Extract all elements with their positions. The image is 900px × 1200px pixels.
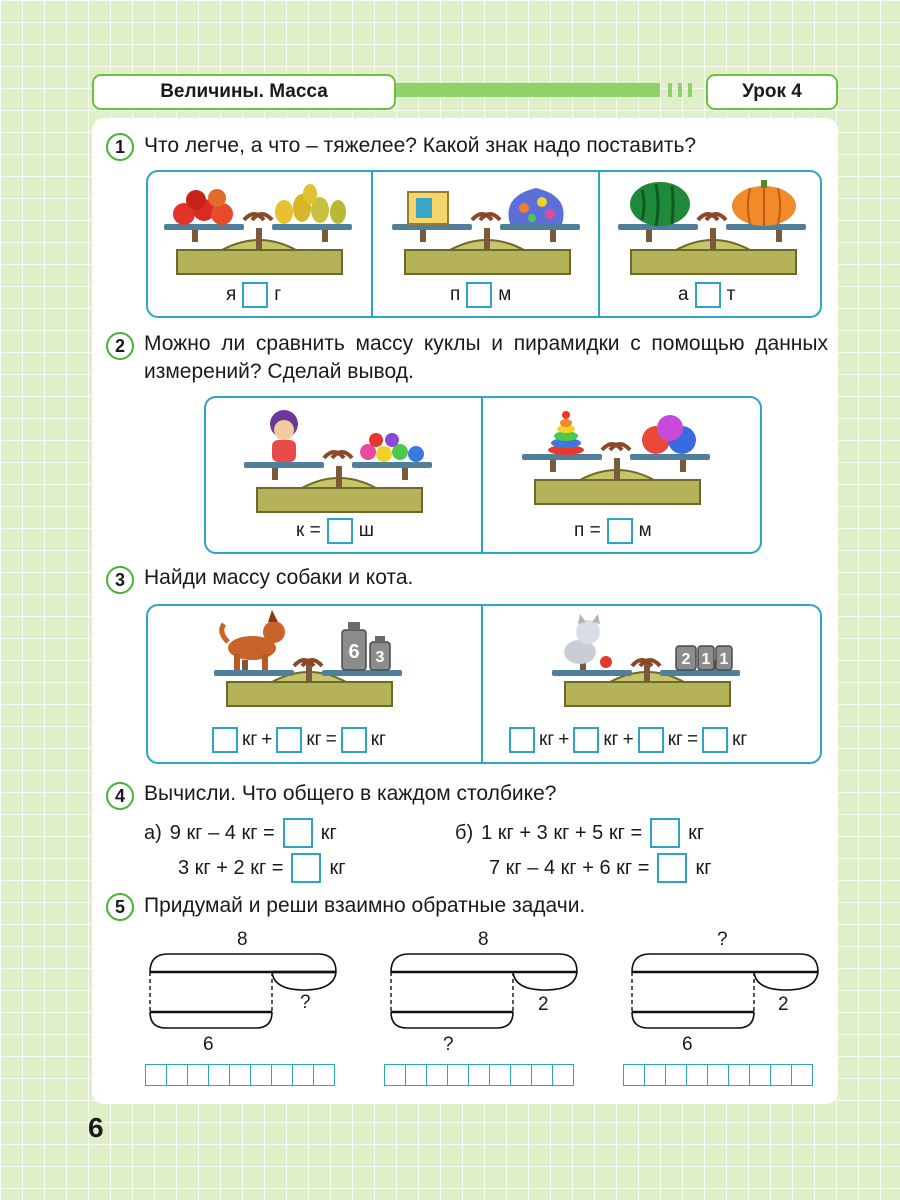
equals-sign: = (325, 729, 337, 750)
unit-label: кг (320, 821, 337, 844)
diagram-3-right: 2 (778, 994, 789, 1015)
unit-label: кг (329, 856, 346, 879)
scale-watermelon-pumpkin (616, 180, 816, 290)
header-stripe-2 (678, 83, 682, 97)
answer-box[interactable] (607, 518, 633, 544)
task-1-compare-1 (226, 282, 281, 308)
task-1-number: 1 (106, 133, 134, 161)
cat-weight-3: 1 (719, 651, 729, 668)
task-5-text: Придумай и реши взаимно обратные задачи. (144, 894, 586, 917)
answer-box[interactable] (327, 518, 353, 544)
diagram-1-bottom: 6 (203, 1034, 214, 1055)
answer-box[interactable] (283, 818, 313, 848)
task-3-divider (481, 605, 483, 763)
answer-box[interactable] (212, 727, 238, 753)
cat-weight-1: 2 (681, 651, 691, 668)
calc-a-2 (178, 853, 346, 883)
diagram-1-right: ? (300, 992, 311, 1013)
segment-diagram-1 (148, 950, 348, 1040)
diagram-2-right: 2 (538, 994, 549, 1015)
cat-weight-2: 1 (701, 651, 711, 668)
compare-left-label: я (226, 284, 237, 305)
unit-label: кг (688, 821, 705, 844)
answer-box[interactable] (242, 282, 268, 308)
answer-box[interactable] (276, 727, 302, 753)
answer-box[interactable] (650, 818, 680, 848)
expression: 1 кг + 3 кг + 5 кг = (481, 821, 643, 844)
diagram-2-bottom: ? (443, 1034, 454, 1055)
compare-right-label: м (498, 284, 512, 305)
lesson-label: Урок 4 (706, 74, 838, 110)
column-b-label: б) (455, 821, 474, 844)
task-2-compare-1 (296, 518, 374, 544)
scale-apples-pears (162, 180, 362, 290)
plus-sign: + (558, 729, 570, 750)
answer-box[interactable] (702, 727, 728, 753)
plus-sign: + (622, 729, 634, 750)
expression: 9 кг – 4 кг = (169, 821, 275, 844)
answer-box[interactable] (638, 727, 664, 753)
diagram-3-bottom: 6 (682, 1034, 693, 1055)
compare-left-label: к = (296, 520, 321, 541)
answer-box[interactable] (657, 853, 687, 883)
dog-weight-1: 6 (348, 641, 360, 663)
dog-mass-equation (212, 727, 386, 753)
compare-left-label: п (450, 284, 461, 305)
unit-label: кг (603, 729, 619, 750)
column-a-label: а) (144, 821, 162, 844)
topic-title: Величины. Масса (92, 74, 396, 110)
plus-sign: + (261, 729, 273, 750)
answer-grid-3[interactable] (624, 1064, 813, 1086)
compare-right-label: г (274, 284, 282, 305)
task-2-text: Можно ли сравнить массу куклы и пирамидки с помощью данных измерений? Сделай вывод. (144, 332, 828, 383)
calc-a-1 (144, 818, 337, 848)
page-number: 6 (88, 1112, 104, 1143)
unit-label: кг (539, 729, 555, 750)
unit-label: кг (242, 729, 258, 750)
compare-left-label: п = (574, 520, 601, 541)
segment-diagram-3 (630, 950, 830, 1040)
task-1-compare-3 (678, 282, 735, 308)
scale-pyramid-balls (520, 410, 720, 520)
task-5-number: 5 (106, 893, 134, 921)
task-2-number: 2 (106, 332, 134, 360)
scale-dog-weights (212, 612, 412, 722)
compare-right-label: ш (358, 520, 374, 541)
unit-label: кг (732, 729, 748, 750)
answer-box[interactable] (341, 727, 367, 753)
task-1-divider-1 (371, 171, 373, 317)
calc-b-2 (489, 853, 712, 883)
unit-label: кг (695, 856, 712, 879)
task-4-text: Вычисли. Что общего в каждом столбике? (144, 782, 557, 805)
answer-box[interactable] (291, 853, 321, 883)
diagram-3-top: ? (717, 929, 728, 950)
answer-box[interactable] (466, 282, 492, 308)
diagram-2-top: 8 (478, 929, 489, 950)
answer-box[interactable] (573, 727, 599, 753)
expression: 3 кг + 2 кг = (178, 856, 284, 879)
unit-label: кг (667, 729, 683, 750)
diagram-1-top: 8 (237, 929, 248, 950)
compare-left-label: а (678, 284, 689, 305)
header-stripe-bar (396, 83, 660, 97)
segment-diagram-2 (389, 950, 589, 1040)
task-4-number: 4 (106, 782, 134, 810)
calc-b-1 (455, 818, 704, 848)
header-stripe-3 (688, 83, 692, 97)
task-1-compare-2 (450, 282, 511, 308)
header-stripe-1 (668, 83, 672, 97)
answer-grid-1[interactable] (146, 1064, 335, 1086)
task-1-text: Что легче, а что – тяжелее? Какой знак надо поставить? (144, 134, 697, 157)
scale-book-bag (390, 180, 590, 290)
task-1-divider-2 (598, 171, 600, 317)
unit-label: кг (370, 729, 386, 750)
task-2-divider (481, 397, 483, 553)
answer-grid-2[interactable] (385, 1064, 574, 1086)
answer-box[interactable] (509, 727, 535, 753)
scale-doll-balls (242, 418, 442, 528)
task-2-compare-2 (574, 518, 652, 544)
compare-right-label: т (726, 284, 736, 305)
scale-cat-weights (550, 612, 750, 722)
equals-sign: = (686, 729, 699, 750)
cat-mass-equation (509, 727, 747, 753)
unit-label: кг (306, 729, 322, 750)
dog-weight-2: 3 (375, 649, 385, 666)
task-3-number: 3 (106, 566, 134, 594)
task-3-text: Найди массу собаки и кота. (144, 566, 414, 589)
answer-box[interactable] (695, 282, 721, 308)
expression: 7 кг – 4 кг + 6 кг = (489, 856, 650, 879)
compare-right-label: м (638, 520, 652, 541)
